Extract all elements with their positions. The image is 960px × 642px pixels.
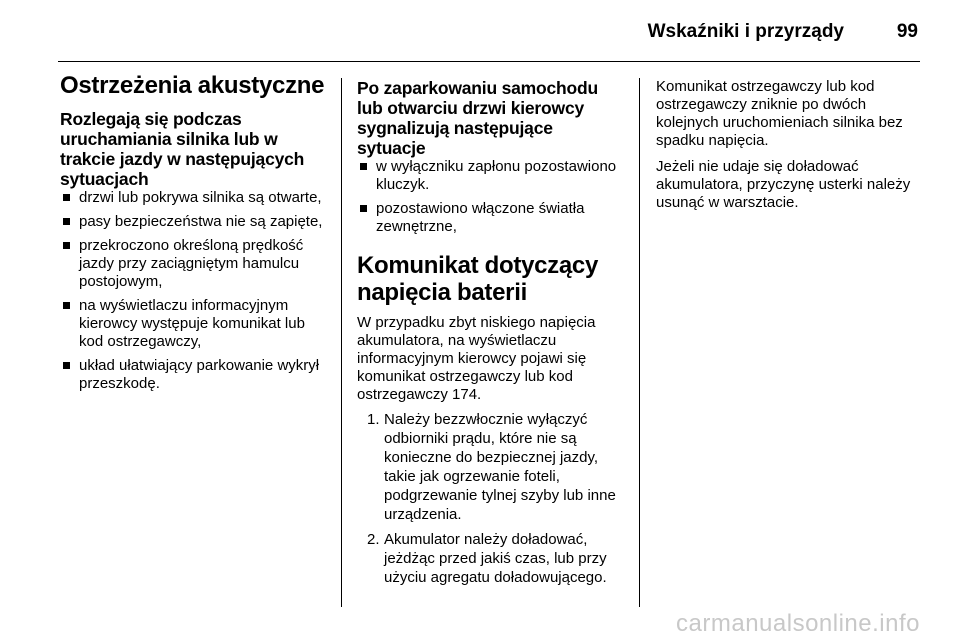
- watermark: carmanualsonline.info: [676, 610, 920, 637]
- section-heading-battery-voltage: Komunikat dotyczący napięcia baterii: [357, 252, 599, 306]
- column-1: [60, 72, 326, 399]
- header-rule: [58, 61, 920, 62]
- list-item: [60, 357, 326, 393]
- paragraph-workshop: Jeżeli nie udaje się doładować akumulatora, przyczynę usterki należy usunąć w warsztacie.: [656, 158, 911, 211]
- subheading-after-parking: Po zaparkowaniu samochodu lub otwarciu drzwi kierowcy sygnalizują następujące sytuacje: [357, 78, 599, 158]
- list-item: [357, 410, 625, 524]
- list-item-text: układ ułatwiający parkowanie wykrył przeszkodę.: [79, 357, 320, 392]
- bullet-square-icon: [360, 205, 367, 212]
- list-item-text: drzwi lub pokrywa silnika są otwarte,: [79, 189, 322, 206]
- list-item: [60, 297, 326, 351]
- numbered-list-battery-steps: [357, 410, 625, 587]
- battery-paragraph: W przypadku zbyt niskiego napięcia akumulatora, na wyświetlaczu informacyjnym kierowcy pojawi się komunikat ostrzegawczy lub kod ostrzegawczy 174.: [357, 314, 596, 403]
- step-text: Akumulator należy doładować, jeżdżąc przed jakiś czas, lub przy użyciu agregatu doładowującego.: [384, 531, 607, 586]
- column-2: [357, 72, 625, 593]
- page-header: [58, 20, 920, 44]
- column-3: [656, 78, 926, 212]
- list-item: [357, 158, 625, 194]
- list-item: [357, 200, 625, 236]
- bullet-square-icon: [63, 362, 70, 369]
- bullet-list-engine-running: [60, 189, 326, 393]
- list-item-text: pasy bezpieczeństwa nie są zapięte,: [79, 213, 323, 230]
- list-item-text: pozostawiono włączone światła zewnętrzne,: [376, 200, 585, 235]
- list-item: [60, 213, 326, 231]
- paragraph-warning-disappears: Komunikat ostrzegawczy lub kod ostrzegawczy zniknie po dwóch kolejnych uruchomieniach silnika bez spadku napięcia.: [656, 78, 903, 149]
- list-item: [60, 237, 326, 291]
- bullet-square-icon: [63, 218, 70, 225]
- bullet-square-icon: [63, 194, 70, 201]
- page-number: 99: [896, 21, 918, 42]
- list-item: [60, 189, 326, 207]
- step-number: 2.: [367, 531, 380, 548]
- list-item-text: na wyświetlaczu informacyjnym kierowcy występuje komunikat lub kod ostrzegawczy,: [79, 297, 305, 350]
- section-heading-acoustic-warnings: Ostrzeżenia akustyczne: [60, 72, 325, 99]
- step-number: 1.: [367, 411, 380, 428]
- step-text: Należy bezzwłocznie wyłączyć odbiorniki prądu, które nie są konieczne do bezpiecznej jazdy, takie jak ogrzewanie foteli, podgrzewanie tylnej szyby lub inne urządzenia.: [384, 411, 616, 523]
- bullet-list-after-parking: [357, 158, 625, 236]
- list-item-text: przekroczono określoną prędkość jazdy przy zaciągniętym hamulcu postojowym,: [79, 237, 304, 290]
- list-item-text: w wyłączniku zapłonu pozostawiono kluczyk.: [376, 158, 617, 193]
- bullet-square-icon: [63, 242, 70, 249]
- list-item: [357, 530, 625, 587]
- column-divider-2: [639, 78, 640, 607]
- column-divider-1: [341, 78, 342, 607]
- subheading-engine-running: Rozlegają się podczas uruchamiania silnika lub w trakcie jazdy w następujących sytuacjach: [60, 109, 305, 189]
- bullet-square-icon: [360, 163, 367, 170]
- header-title: Wskaźniki i przyrządy: [647, 21, 844, 42]
- bullet-square-icon: [63, 302, 70, 309]
